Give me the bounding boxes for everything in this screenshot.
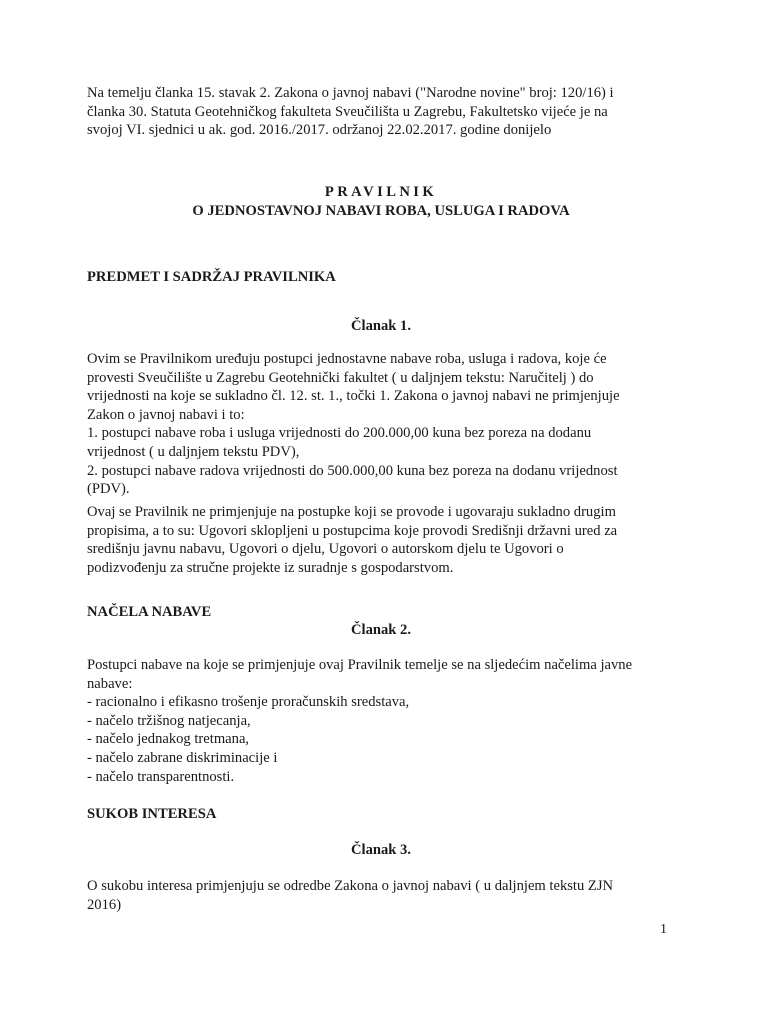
paragraph-line: vrijednost ( u daljnjem tekstu PDV), xyxy=(87,443,300,460)
intro-paragraph xyxy=(87,84,675,140)
article-1-title: Članak 1. xyxy=(350,318,411,334)
paragraph-line: propisima, a to su: Ugovori sklopljeni u postupcima koje provodi Središnji državni ured za xyxy=(87,522,618,539)
paragraph-line: podizvođenju za stručne projekte iz suradnje s gospodarstvom. xyxy=(87,559,454,576)
document-subtitle: O JEDNOSTAVNOJ NABAVI ROBA, USLUGA I RADOVA xyxy=(192,203,570,219)
paragraph-line: Zakon o javnoj nabavi i to: xyxy=(87,406,245,423)
section-heading-sukob: SUKOB INTERESA xyxy=(87,806,217,822)
intro-line: svojoj VI. sjednici u ak. god. 2016./2017. održanoj 22.02.2017. godine donijelo xyxy=(87,122,552,139)
list-item: - načelo transparentnosti. xyxy=(87,768,235,785)
article-1-paragraph-2 xyxy=(87,503,675,577)
article-1-paragraph-1 xyxy=(87,350,675,499)
list-item: - načelo zabrane diskriminacije i xyxy=(87,749,278,766)
list-item: - racionalno i efikasno trošenje proračunskih sredstava, xyxy=(87,694,410,711)
paragraph-line: 2. postupci nabave radova vrijednosti do 500.000,00 kuna bez poreza na dodanu vrijednost xyxy=(87,462,618,479)
list-item: - načelo tržišnog natjecanja, xyxy=(87,712,251,729)
section-heading-nacela: NAČELA NABAVE xyxy=(87,604,212,620)
paragraph-line: provesti Sveučilište u Zagrebu Geotehnički fakultet ( u daljnjem tekstu: Naručitelj ) do xyxy=(87,369,594,386)
paragraph-line: nabave: xyxy=(87,675,133,692)
article-2-title: Članak 2. xyxy=(350,622,411,638)
intro-line: članka 30. Statuta Geotehničkog fakulteta Sveučilišta u Zagrebu, Fakultetsko vijeće je na xyxy=(87,103,608,120)
article-2-paragraph-1 xyxy=(87,656,675,786)
section-heading-predmet: PREDMET I SADRŽAJ PRAVILNIKA xyxy=(87,269,336,285)
paragraph-line: Postupci nabave na koje se primjenjuje ovaj Pravilnik temelje se na sljedećim načelima javne xyxy=(87,657,633,673)
document-title: PRAVILNIK xyxy=(324,184,438,200)
paragraph-line: središnju javnu nabavu, Ugovori o djelu, Ugovori o autorskom djelu te Ugovori o xyxy=(87,541,564,558)
paragraph-line: 1. postupci nabave roba i usluga vrijednosti do 200.000,00 kuna bez poreza na dodanu xyxy=(87,425,592,442)
article-3-title: Članak 3. xyxy=(350,842,411,858)
paragraph-line: O sukobu interesa primjenjuju se odredbe Zakona o javnoj nabavi ( u daljnjem tekstu ZJN xyxy=(87,878,614,894)
paragraph-line: (PDV). xyxy=(87,481,130,498)
paragraph-line: Ovim se Pravilnikom uređuju postupci jednostavne nabave roba, usluga i radova, koje će xyxy=(87,351,607,367)
page-number: 1 xyxy=(660,922,667,937)
article-3-paragraph-1 xyxy=(87,877,675,914)
paragraph-line: vrijednosti na koje se sukladno čl. 12. st. 1., točki 1. Zakona o javnoj nabavi ne primjenjuje xyxy=(87,388,620,405)
intro-line: Na temelju članka 15. stavak 2. Zakona o javnoj nabavi ("Narodne novine" broj: 120/16) i xyxy=(87,85,614,101)
paragraph-line: Ovaj se Pravilnik ne primjenjuje na postupke koji se provode i ugovaraju sukladno drugim xyxy=(87,504,616,520)
paragraph-line: 2016) xyxy=(87,896,122,913)
list-item: - načelo jednakog tretmana, xyxy=(87,731,250,748)
